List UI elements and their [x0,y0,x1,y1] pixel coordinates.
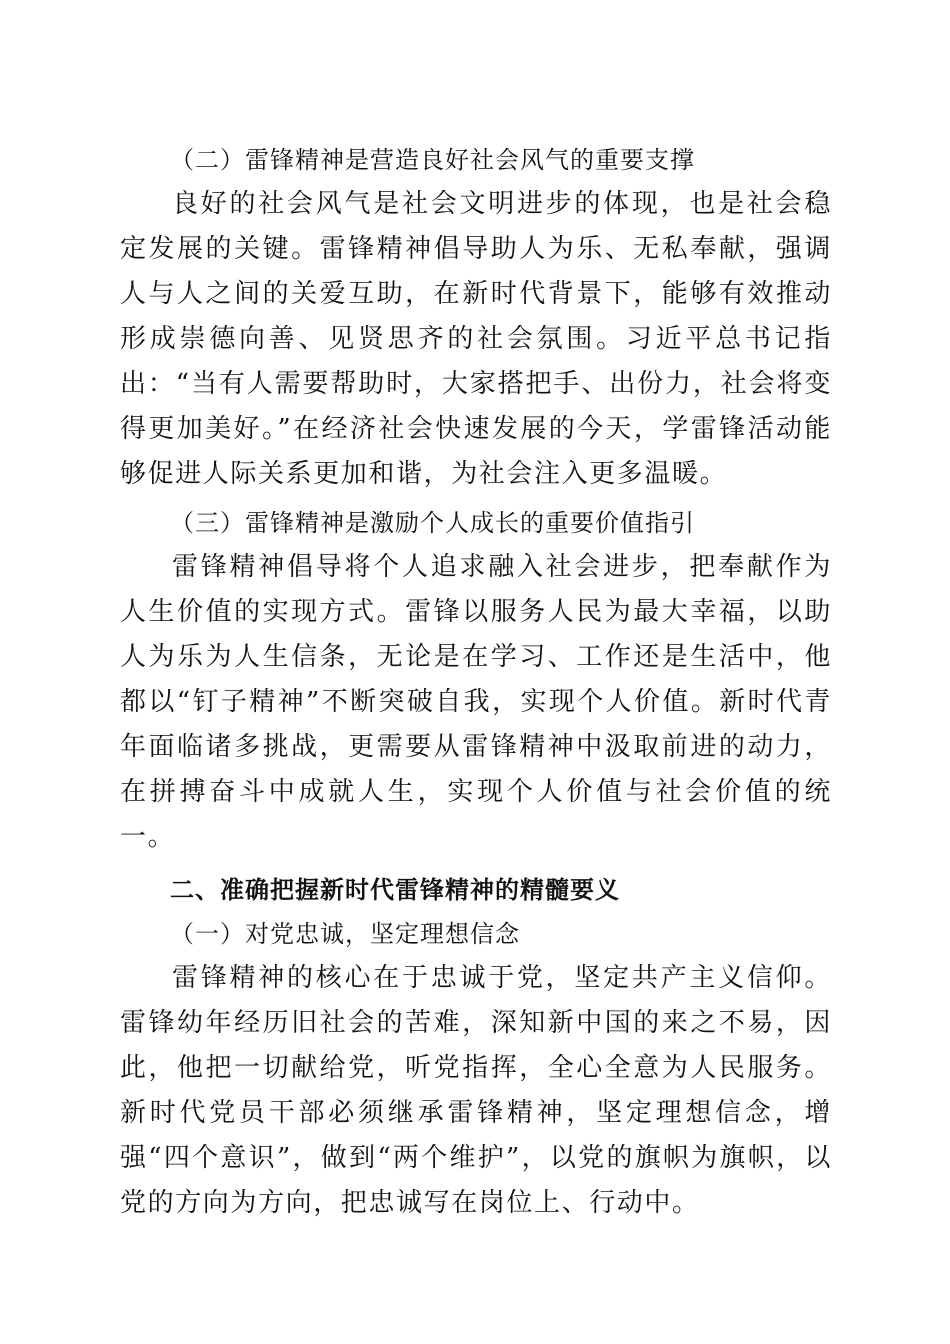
subsection-heading-3: （三）雷锋精神是激励个人成长的重要价值指引 [170,509,695,537]
paragraph-personal-growth: 雷锋精神倡导将个人追求融入社会进步，把奉献作为人生价值的实现方式。雷锋以服务人民为最大幸福，以助人为乐为人生信条，无论是在学习、工作还是生活中，他都以“钉子精神”不断突破自我，实现个人价值。新时代青年面临诸多挑战，更需要从雷锋精神中汲取前进的动力，在拼搏奋斗中成就人生，实现个人价值与社会价值的统一。 [120,552,832,852]
paragraph-loyalty: 雷锋精神的核心在于忠诚于党，坚定共产主义信仰。雷锋幼年经历旧社会的苦难，深知新中国的来之不易，因此，他把一切献给党，听党指挥，全心全意为人民服务。新时代党员干部必须继承雷锋精神，坚定理想信念，增强“四个意识”，做到“两个维护”，以党的旗帜为旗帜，以党的方向为方向，把忠诚写在岗位上、行动中。 [120,963,832,1218]
paragraph-social-atmosphere: 良好的社会风气是社会文明进步的体现，也是社会稳定发展的关键。雷锋精神倡导助人为乐、无私奉献，强调人与人之间的关爱互助，在新时代背景下，能够有效推动形成崇德向善、见贤思齐的社会氛围。习近平总书记指出：“当有人需要帮助时，大家搭把手、出份力，社会将变得更加美好。”在经济社会快速发展的今天，学雷锋活动能够促进人际关系更加和谐，为社会注入更多温暖。 [120,189,832,489]
section-heading-2: 二、准确把握新时代雷锋精神的精髓要义 [170,876,620,904]
subsection-heading-2: （二）雷锋精神是营造良好社会风气的重要支撑 [170,146,695,174]
subsection-heading-loyalty: （一）对党忠诚，坚定理想信念 [170,920,520,948]
document-page [120,138,832,1226]
